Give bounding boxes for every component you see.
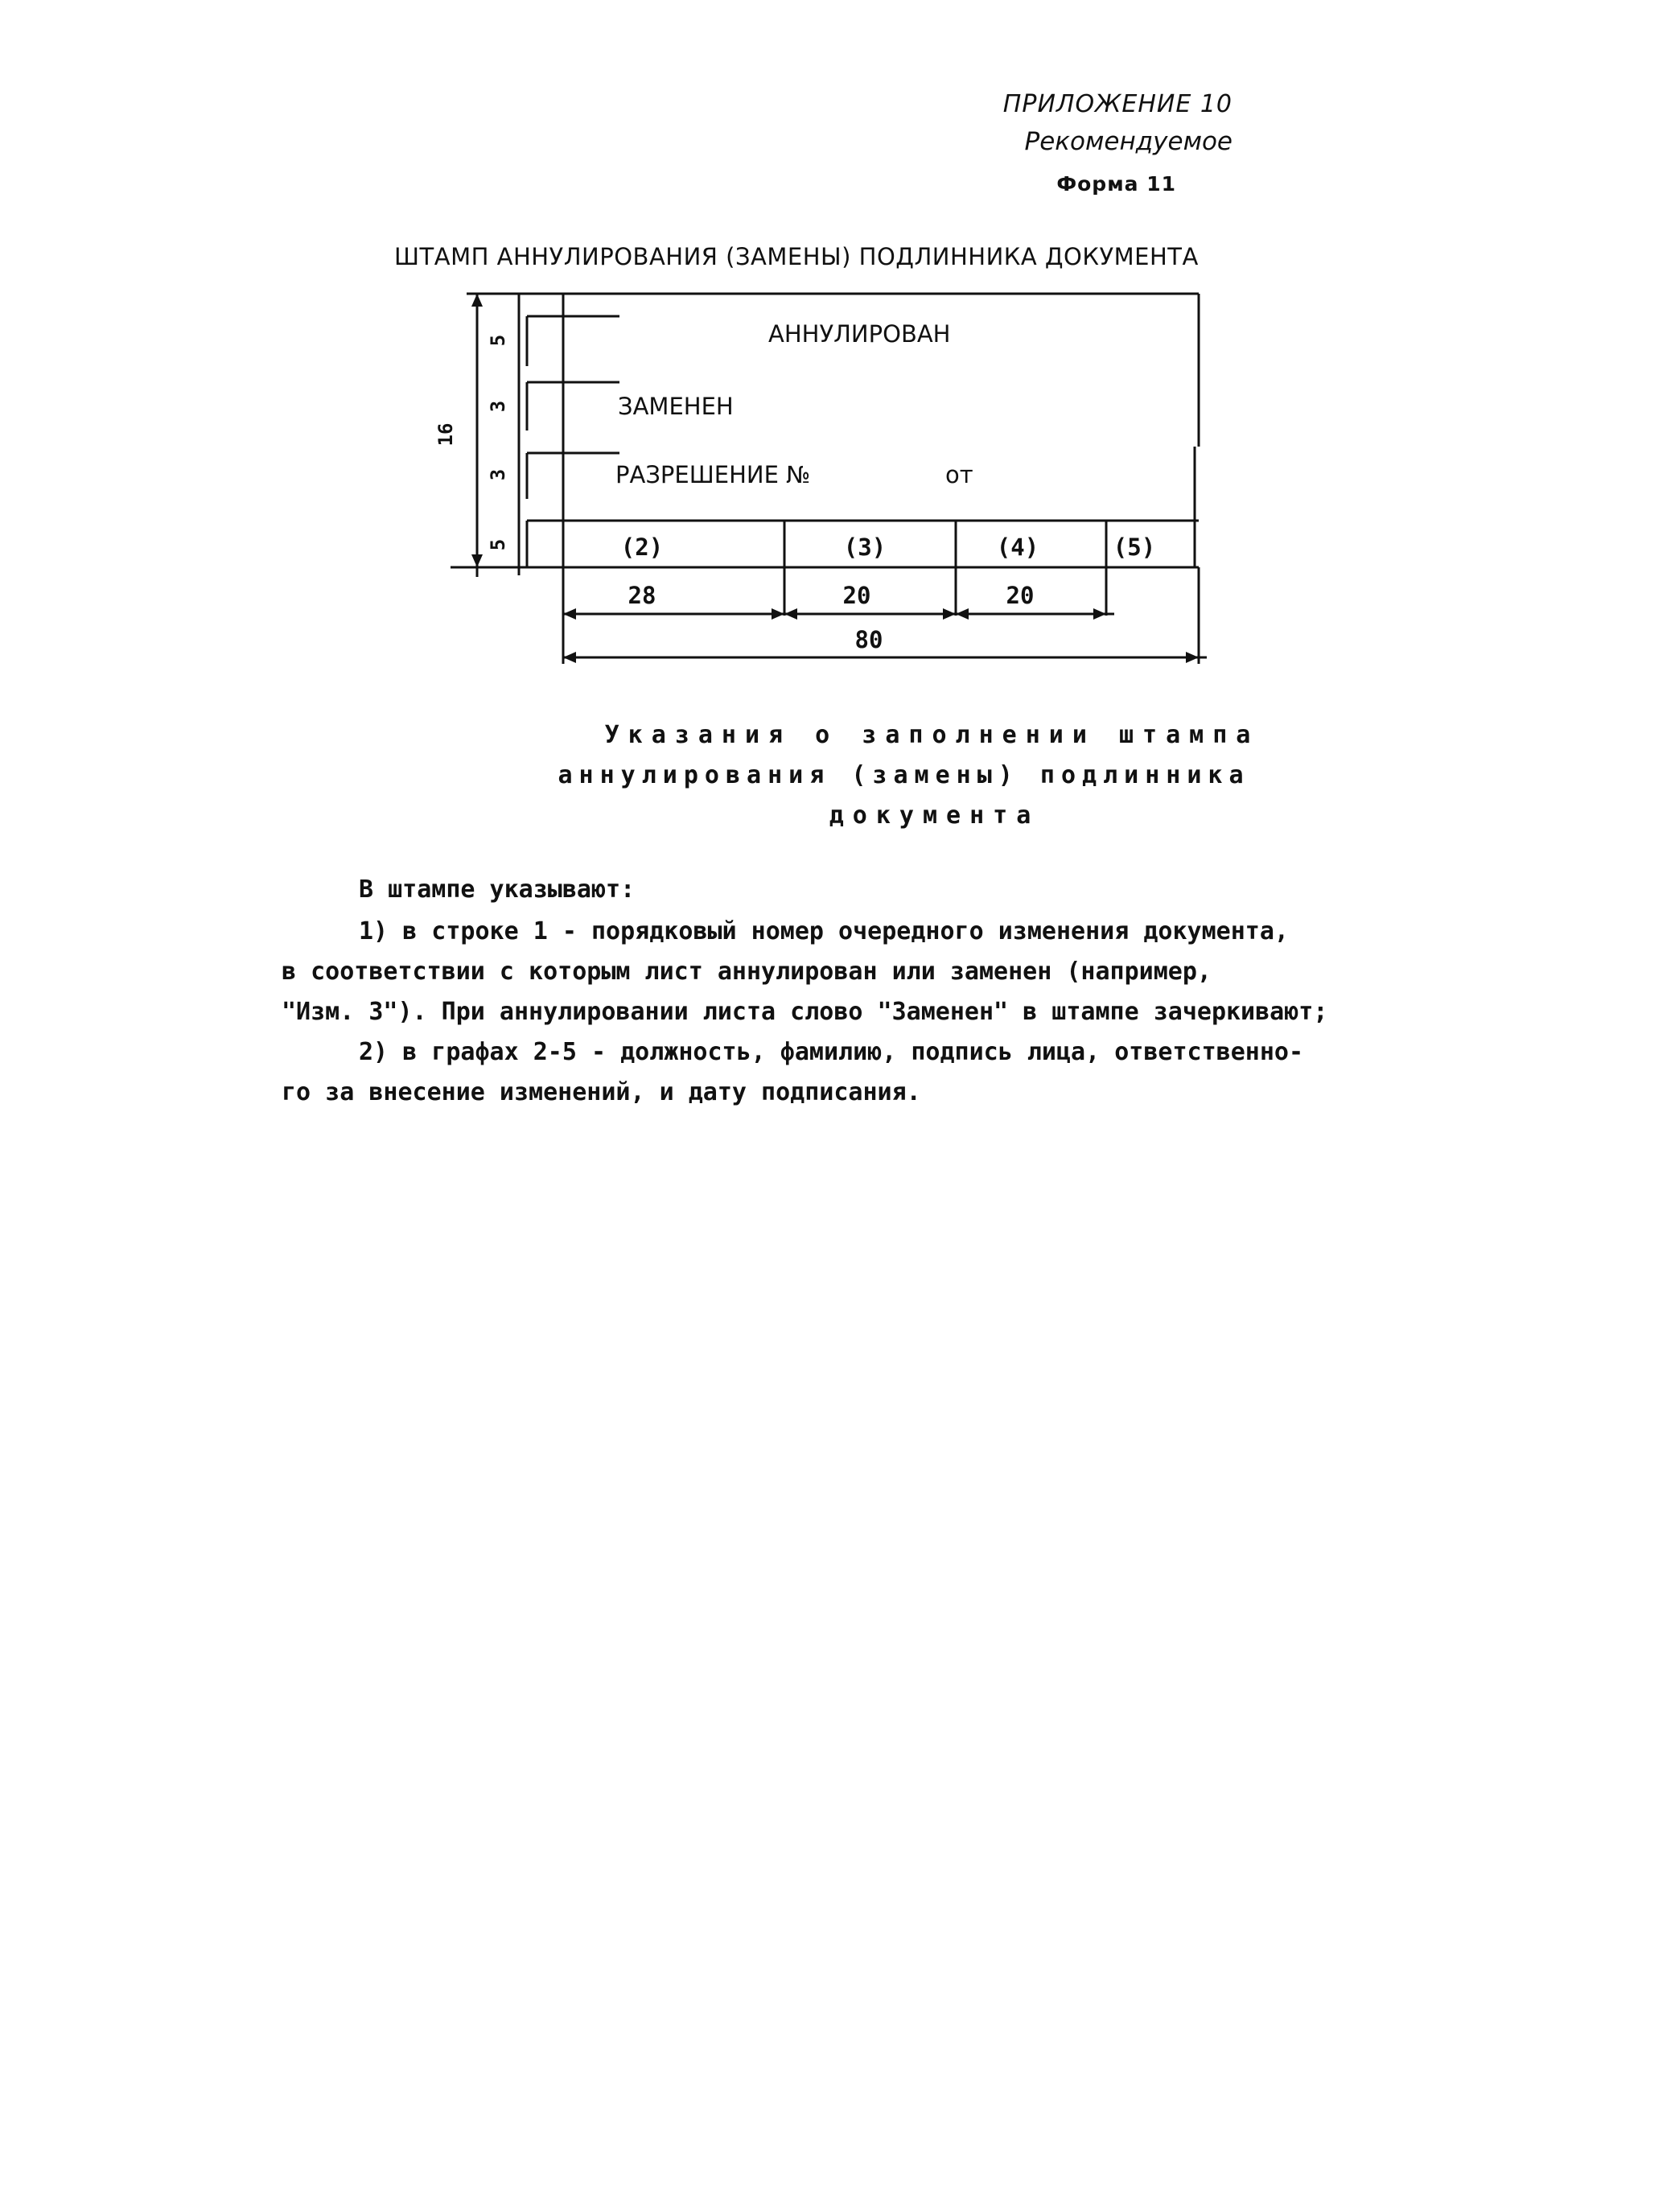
total-height: 16: [434, 422, 457, 447]
recommendation-label: Рекомендуемое: [1024, 127, 1233, 156]
height-row1: 5: [487, 334, 509, 347]
instruction-item2-line: го за внесение изменений, и дату подписания.: [282, 1078, 921, 1106]
height-row2: 3: [487, 400, 509, 413]
width-col-2: 28: [628, 582, 656, 609]
height-row3: 3: [487, 468, 509, 481]
instruction-item2-line: 2) в графах 2-5 - должность, фамилию, подпись лица, ответственно-: [359, 1038, 1303, 1066]
form-number-label: Форма 11: [1056, 172, 1176, 196]
height-row4: 5: [487, 538, 509, 551]
stamp-col-2: (2): [620, 533, 664, 561]
stamp-row1-text: АННУЛИРОВАН: [768, 320, 951, 348]
instructions-heading-line-1: Указания о заполнении штампа: [604, 721, 1260, 749]
instructions-heading-line-2: аннулирования (замены) подлинника: [558, 761, 1250, 789]
stamp-col-3: (3): [843, 533, 887, 561]
width-col-4: 20: [1006, 582, 1035, 609]
instructions-heading-line-3: документа: [829, 801, 1040, 830]
stamp-drawing: [434, 278, 1223, 680]
stamp-row2-text: ЗАМЕНЕН: [618, 393, 734, 420]
stamp-col-5: (5): [1113, 533, 1156, 561]
width-col-3: 20: [842, 582, 871, 609]
appendix-label: ПРИЛОЖЕНИЕ 10: [1002, 90, 1233, 118]
stamp-title: ШТАМП АННУЛИРОВАНИЯ (ЗАМЕНЫ) ПОДЛИННИКА ДОКУМЕНТА: [394, 243, 1199, 270]
stamp-row3-from: от: [945, 461, 973, 488]
total-width: 80: [854, 626, 883, 653]
instruction-item1-line: в соответствии с которым лист аннулирован или заменен (например,: [282, 958, 1212, 986]
instruction-item1-line: 1) в строке 1 - порядковый номер очередного изменения документа,: [359, 917, 1289, 945]
instructions-intro: В штампе указывают:: [359, 875, 636, 904]
stamp-col-4: (4): [996, 533, 1039, 561]
stamp-row3-text: РАЗРЕШЕНИЕ №: [615, 461, 811, 488]
instruction-item1-line: "Изм. 3"). При аннулировании листа слово "Заменен" в штампе зачеркивают;: [282, 998, 1328, 1026]
